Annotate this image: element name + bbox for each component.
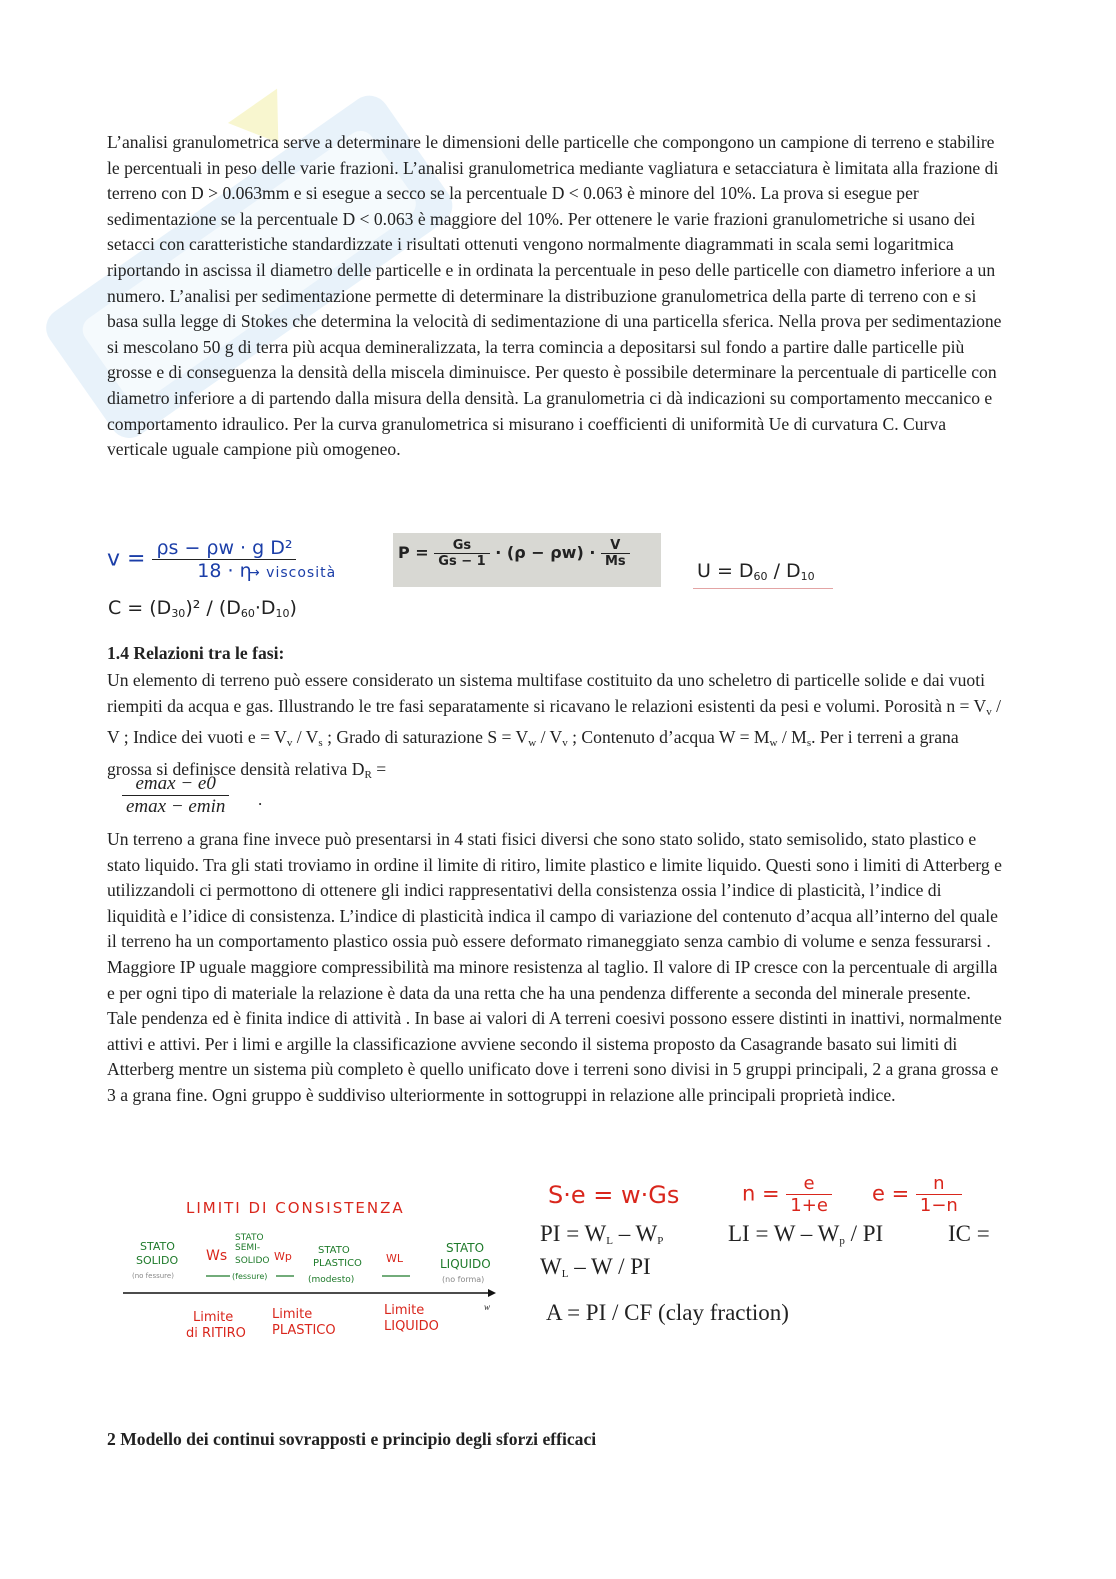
svg-text:Limite: Limite xyxy=(193,1310,234,1325)
activity-index: A = PI / CF (clay fraction) xyxy=(546,1300,789,1325)
svg-text:(no fessure): (no fessure) xyxy=(132,1272,174,1280)
svg-text:LIQUIDO: LIQUIDO xyxy=(440,1257,491,1271)
liquidity-index: LI = W – $W_p$ / PI xyxy=(728,1221,884,1247)
svg-text:(modesto): (modesto) xyxy=(308,1275,355,1285)
consistency-limits-diagram xyxy=(118,1190,528,1345)
porosity-relation: n = $\frac{e}{1+e}$ xyxy=(742,1173,832,1216)
state-solid: STATO xyxy=(140,1240,175,1253)
svg-text:Limite: Limite xyxy=(384,1303,425,1318)
void-ratio-relation: e = $\frac{n}{1-n}$ xyxy=(872,1173,962,1216)
svg-text:(fessure): (fessure) xyxy=(232,1272,268,1281)
consistency-index-line2: $W_L$ – W / PI xyxy=(540,1254,651,1280)
svg-text:STATO: STATO xyxy=(318,1245,350,1256)
paragraph-granulometria: L’analisi granulometrica serve a determinare le dimensioni delle particelle che compongono un campione di terreno e stabilire le percentuali in peso delle varie frazioni. L’analisi granulometrica mediante vagliatura e setacciatura è limitata alla frazione di terreno con D > 0.063mm e si esegue a secco se la percentuale D < 0.063 è minore del 10%. La prova si esegue per sedimentazione se la percentuale D < 0.063 è maggiore del 10%. Per ottenere le varie frazioni granulometriche si usano dei setacci con caratteristiche standardizzate i risultati ottenuti vengono normalmente diagrammati in scala semi logaritmica riportando in ascissa il diametro delle particelle e in ordinata la percentuale in peso delle particelle con diametro inferiore a un numero. L’analisi per sedimentazione permette di determinare la distribuzione granulometrica della parte di terreno con e si basa sulla legge di Stokes che determina la velocità di sedimentazione di una particella sferica. Nella prova per sedimentazione si mescolano 50 g di terra più acqua demineralizzata, la terra comincia a depositarsi sul fondo a partire dalle particelle più grosse e di conseguenza la densità della miscela diminuisce. Per questo è possibile determinare la percentuale di particelle con diametro inferiore a di partendo dalla misura della densità. La granulometria ci dà indicazioni su comportamento meccanico e comportamento idraulico. Per la curva granulometrica si misurano i coefficienti di uniformità Ue di curvatura C. Curva verticale uguale campione più omogeneo. xyxy=(107,132,1002,460)
svg-text:Ws: Ws xyxy=(206,1248,228,1264)
percent-formula: P = $\frac{Gs}{Gs - 1}$ · (ρ − ρw) · $\frac{V}{Ms}$ xyxy=(398,538,630,569)
svg-text:STATO: STATO xyxy=(446,1241,485,1255)
relative-density-formula: $\frac{emax - e0}{emax - emin}$ xyxy=(122,773,229,818)
svg-text:PLASTICO: PLASTICO xyxy=(272,1323,336,1338)
svg-text:Wp: Wp xyxy=(274,1250,292,1263)
svg-text:Limite: Limite xyxy=(272,1307,313,1322)
paragraph-atterberg: Un terreno a grana fine invece può presentarsi in 4 stati fisici diversi che sono stato solido, stato semisolido, stato plastico e stato liquido. Tra gli stati troviamo in ordine il limite di ritiro, limite plastico e limite liquido. Questi sono i limiti di Atterberg e utilizzandoli ci permottono di ottenere gli indici rappresentativi della consistenza ossia l’indice di plasticità, l’indice di liquidità e l’idice di consistenza. L’indice di plasticità indica il campo di variazione del contenuto d’acqua all’interno del quale il terreno ha un comportamento plastico ossia può essere deformato rimaneggiato senza cambio di volume e senza fessurarsi . Maggiore IP uguale maggiore compressibilità ma minore resistenza al taglio. Il valore di IP cresce con la percentuale di argilla e per ogni tipo di materiale la relazione è data da una retta che ha una pendenza differente a seconda del minerale presente. Tale pendenza ed è finita indice di attività . In base ai valori di A terreni coesivi possono essere distinti in inattivi, normalmente attivi e attivi. Per i limi e argille la classificazione avviene secondo il sistema proposto da Casagrande basato sui limiti di Atterberg mentre un sistema più completo è quello unificato dove i terreni sono divisi in 5 gruppi principali, 2 a grana grossa e 3 a grana fine. Ogni gruppo è suddiviso ulteriormente in sottogruppi in relazione alle principali proprietà indice. xyxy=(107,829,1002,1105)
paragraph-relazioni: Un elemento di terreno può essere considerato un sistema multifase costituito da uno scheletro di particelle solide e dai vuoti riempiti da acqua e gas. Illustrando le tre fasi separatamente si ricavano le relazioni esistenti da pesi e volumi. Porosità $n = V_v / V$ ; Indice dei vuoti $e = V_v / V_s$ ; Grado di saturazione $S = V_w / V_v$ ; Contenuto d’acqua $W = M_w / M_s$. Per i terreni a grana grossa si definisce densità relativa $D_R$ = xyxy=(107,670,1002,781)
axis-label: w xyxy=(484,1302,491,1312)
svg-text:WL: WL xyxy=(386,1252,404,1265)
consistency-index: IC = xyxy=(948,1221,990,1246)
curvature-formula: $C = (D_{30})^2 / (D_{60}\cdot D_{10})$ xyxy=(108,597,297,620)
saturation-relation: S·e = w·Gs xyxy=(548,1181,680,1209)
svg-text:LIQUIDO: LIQUIDO xyxy=(384,1319,439,1334)
stokes-formula: v = $\frac{\text{ρs − ρw · g D²}}{18 \cdot \eta}$ xyxy=(107,537,296,582)
heading-continui-sovrapposti: 2 Modello dei continui sovrapposti e principio degli sforzi efficaci xyxy=(107,1429,597,1449)
underline xyxy=(693,588,833,589)
svg-text:PLASTICO: PLASTICO xyxy=(313,1258,362,1269)
diagram-title: LIMITI DI CONSISTENZA xyxy=(186,1199,405,1217)
plasticity-index: PI = $W_L - W_P$ xyxy=(540,1221,664,1247)
svg-text:SEMI-: SEMI- xyxy=(235,1243,261,1253)
document-page: L’analisi granulometrica serve a determinare le dimensioni delle particelle che compongono un campione di terreno e stabilire le percentuali in peso delle varie frazioni. L’analisi granulometrica mediante vagliatura e setacciatura è limitata alla frazione di terreno con D > 0.063mm e si esegue a secco se la percentuale D < 0.063 è minore del 10%. La prova si esegue per sedimentazione se la percentuale D < 0.063 è maggiore del 10%. Per ottenere le varie frazioni granulometriche si usano dei setacci con caratteristiche standardizzate i risultati ottenuti vengono normalmente diagrammati in scala semi logaritmica riportando in ascissa il diametro delle particelle e in ordinata la percentuale in peso delle particelle con diametro inferiore a un numero. L’analisi per sedimentazione permette di determinare la distribuzione granulometrica della parte di terreno con e si basa sulla legge di Stokes che determina la velocità di sedimentazione di una particella sferica. Nella prova per sedimentazione si mescolano 50 g di terra più acqua demineralizzata, la terra comincia a depositarsi sul fondo a partire dalle particelle più grosse e di conseguenza la densità della miscela diminuisce. Per questo è possibile determinare la percentuale di particelle con diametro inferiore a di partendo dalla misura della densità. La granulometria ci dà indicazioni su comportamento meccanico e comportamento idraulico. Per la curva granulometrica si misurano i coefficienti di uniformità Ue di curvatura C. Curva verticale uguale campione più omogeneo. v = $\frac{\text{ρs − ρw · g D²}}{18 \cdot \eta}$ → viscosità $C = (D_{30})^2 / (D_{60}\cdot D_{10})$ P = $\frac{Gs}{Gs - 1}$ · (ρ − ρw) · $\frac{V}{Ms}$ $U = D_{60} / D_{10}$ 1.4 Relazioni tra le fasi: Un elemento di terreno può essere considerato un sistema multifase costituito da uno scheletro di particelle solide e dai vuoti riempiti da acqua e gas. Illustrando le tre fasi separatamente si ricavano le relazioni esistenti da pesi e volumi. Porosità $n = V_v / V$ ; Indice dei vuoti $e = V_v / V_s$ ; Grado di saturazione $S = V_w / V_v$ ; Contenuto d’acqua $W = M_w / M_s$. Per i terreni a grana grossa si definisce densità relativa $D_R$ = $\frac{emax - e0}{emax - emin}$ . Un terreno a grana fine invece può presentarsi in 4 stati fisici diversi che sono stato solido, stato semisolido, stato plastico e stato liquido. Tra gli stati troviamo in ordine il limite di ritiro, limite plastico e limite liquido. Questi sono i limiti di Atterberg e utilizzandoli ci permottono di ottenere gli indici rappresentativi della consistenza ossia l’indice di plasticità, l’indice di liquidità e l’idice di consistenza. L’indice di plasticità indica il campo di variazione del contenuto d’acqua all’interno del quale il terreno ha un comportamento plastico ossia può essere deformato rimaneggiato senza cambio di volume e senza fessurarsi . Maggiore IP uguale maggiore compressibilità ma minore resistenza al taglio. Il valore di IP cresce con la percentuale di argilla e per ogni tipo di materiale la relazione è data da una retta che ha una pendenza differente a seconda del minerale presente. Tale pendenza ed è finita indice di attività . In base ai valori di A terreni coesivi possono essere distinti in inattivi, normalmente attivi e attivi. Per i limi e argille la classificazione avviene secondo il sistema proposto da Casagrande basato sui limiti di Atterberg mentre un sistema più completo è quello unificato dove i terreni sono divisi in 5 gruppi principali, 2 a grana grossa e 3 a grana fine. Ogni gruppo è suddiviso ulteriormente in sottogruppi in relazione alle principali proprietà indice. LIMITI DI CONSISTENZA w STATO SOLIDO STATO SEMI- SOLIDO STATO PLASTICO STATO LIQUIDO (no fessure) (fessure) (modesto) (no forma) Ws Wp WL Limite di RITIRO Limite PLASTICO Limite LIQUIDO S·e = w·Gs n = $\frac{e}{1+e}$ e = $\frac{n}{1-n}$ PI = $W_L - W_P$ LI = W – $W_p$ / PI IC = $W_L$ – W / PI A = PI / CF (clay fraction) 2 Modello dei continui sovrapposti e principio degli sforzi efficaci xyxy=(0,0,1116,1579)
svg-text:SOLIDO: SOLIDO xyxy=(235,1256,270,1266)
svg-text:(no forma): (no forma) xyxy=(442,1275,485,1284)
viscosity-label: → viscosità xyxy=(248,565,337,581)
svg-text:STATO: STATO xyxy=(235,1233,264,1243)
svg-text:di RITIRO: di RITIRO xyxy=(186,1326,246,1341)
heading-relazioni-fasi: 1.4 Relazioni tra le fasi: xyxy=(107,643,285,663)
uniformity-formula: $U = D_{60} / D_{10}$ xyxy=(697,560,815,583)
svg-text:SOLIDO: SOLIDO xyxy=(136,1254,179,1267)
